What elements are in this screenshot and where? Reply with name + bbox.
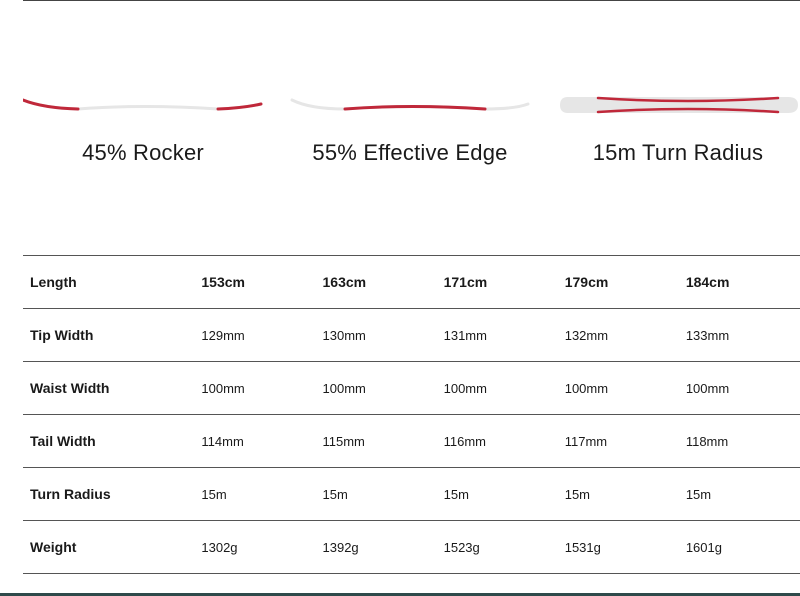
table-cell: 114mm: [201, 433, 244, 449]
table-cell: 116mm: [443, 433, 486, 449]
table-row: [23, 468, 800, 521]
feature-rocker: [23, 90, 263, 166]
row-label: Weight: [30, 539, 77, 555]
table-cell: 15m: [322, 486, 348, 502]
table-row: [23, 309, 800, 362]
table-cell: 132mm: [564, 327, 609, 343]
table-cell: 100mm: [564, 380, 609, 396]
row-label: Tail Width: [30, 433, 96, 449]
feature-label-effective-edge: 55% Effective Edge: [312, 140, 508, 165]
table-cell: 118mm: [685, 433, 729, 449]
table-cell: 1302g: [201, 539, 238, 555]
row-label: Turn Radius: [30, 486, 111, 502]
row-label: Tip Width: [30, 327, 94, 343]
table-cell: 100mm: [322, 380, 366, 396]
table-cell: 133mm: [685, 327, 730, 343]
table-cell: 131mm: [443, 327, 487, 343]
turn-radius-icon: [558, 90, 798, 120]
feature-effective-edge: [290, 90, 530, 166]
table-cell: 117mm: [564, 433, 608, 449]
table-header-row: [23, 256, 800, 309]
feature-row: [0, 0, 800, 200]
effective-edge-icon: [290, 90, 530, 120]
feature-label-rocker: 45% Rocker: [82, 140, 204, 165]
table-cell: 130mm: [322, 327, 366, 343]
length-cell: 153cm: [201, 274, 245, 290]
spec-table: [23, 255, 800, 574]
table-cell: 1523g: [443, 539, 480, 555]
table-cell: 100mm: [201, 380, 245, 396]
table-cell: 15m: [443, 486, 469, 502]
length-cell: 171cm: [443, 274, 488, 290]
table-cell: 15m: [201, 486, 227, 502]
table-cell: 129mm: [201, 327, 245, 343]
table-cell: 15m: [564, 486, 591, 502]
table-cell: 1392g: [322, 539, 359, 555]
rocker-profile-icon: [23, 90, 263, 120]
feature-label-turn-radius: 15m Turn Radius: [592, 140, 764, 165]
feature-turn-radius: [558, 90, 798, 166]
table-row: [23, 521, 800, 574]
table-cell: 100mm: [443, 380, 487, 396]
row-label: Waist Width: [30, 380, 110, 396]
table-cell: 1601g: [685, 539, 722, 555]
table-cell: 100mm: [685, 380, 730, 396]
table-cell: 115mm: [322, 433, 365, 449]
table-cell: 1531g: [564, 539, 601, 555]
row-label: Length: [30, 274, 77, 290]
table-row: [23, 415, 800, 468]
length-cell: 184cm: [685, 274, 730, 290]
length-cell: 163cm: [322, 274, 367, 290]
table-row: [23, 362, 800, 415]
length-cell: 179cm: [564, 274, 609, 290]
table-cell: 15m: [685, 486, 712, 502]
